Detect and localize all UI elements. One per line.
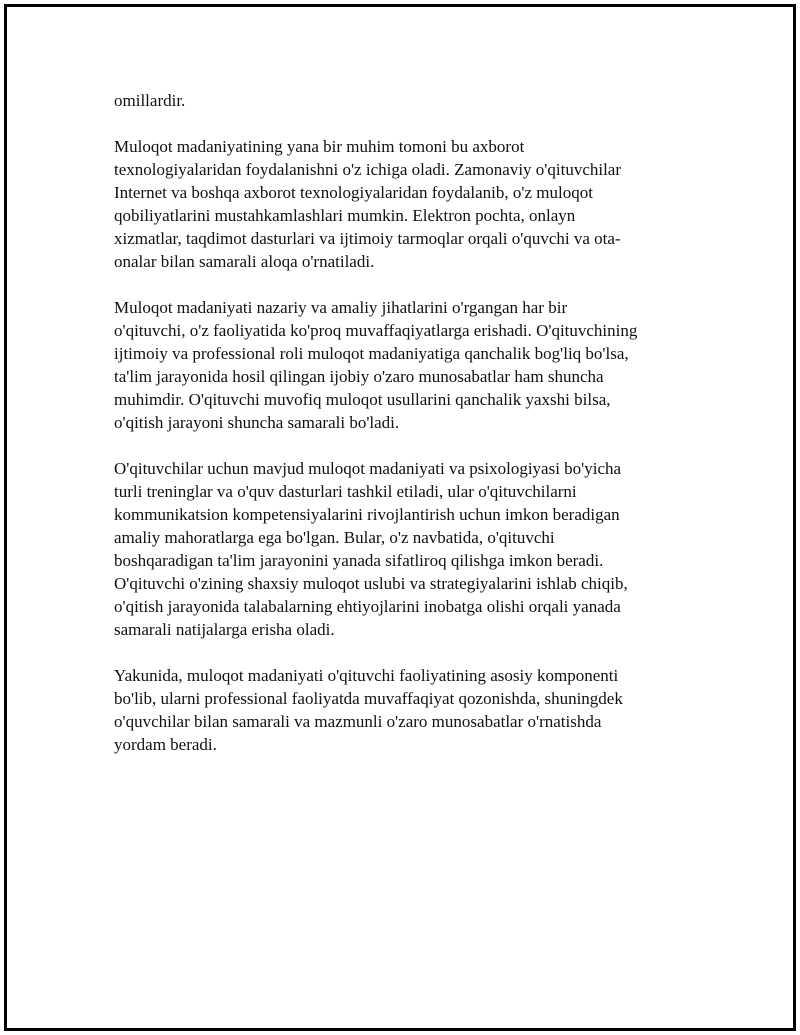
text-line: boshqaradigan ta'lim jarayonini yanada sifatliroq qilishga imkon beradi.	[114, 551, 604, 570]
text-line: samarali natijalarga erisha oladi.	[114, 620, 335, 639]
text-line: O'qituvchilar uchun mavjud muloqot madaniyati va psixologiyasi bo'yicha	[114, 459, 622, 478]
text-line: yordam beradi.	[114, 735, 217, 754]
text-line: Muloqot madaniyatining yana bir muhim tomoni bu axborot	[114, 137, 525, 156]
paragraph-3	[114, 296, 694, 434]
text-line: Yakunida, muloqot madaniyati o'qituvchi faoliyatining asosiy komponenti	[114, 666, 619, 685]
text-line: Internet va boshqa axborot texnologiyalaridan foydalanib, o'z muloqot	[114, 183, 593, 202]
paragraph-5	[114, 664, 694, 756]
text-line: o'quvchilar bilan samarali va mazmunli o'zaro munosabatlar o'rnatishda	[114, 712, 602, 731]
text-line: ta'lim jarayonida hosil qilingan ijobiy o'zaro munosabatlar ham shuncha	[114, 367, 604, 386]
text-line: qobiliyatlarini mustahkamlashlari mumkin. Elektron pochta, onlayn	[114, 206, 576, 225]
text-line: turli treninglar va o'quv dasturlari tashkil etiladi, ular o'qituvchilarni	[114, 482, 577, 501]
text-line: kommunikatsion kompetensiyalarini rivojlantirish uchun imkon beradigan	[114, 505, 620, 524]
text-line: omillardir.	[114, 91, 186, 110]
paragraph-1	[114, 89, 694, 112]
paragraph-2	[114, 135, 694, 273]
text-line: amaliy mahoratlarga ega bo'lgan. Bular, o'z navbatida, o'qituvchi	[114, 528, 555, 547]
document-body	[114, 89, 694, 779]
paragraph-4	[114, 457, 694, 641]
text-line: texnologiyalaridan foydalanishni o'z ichiga oladi. Zamonaviy o'qituvchilar	[114, 160, 622, 179]
text-line: o'qitish jarayoni shuncha samarali bo'ladi.	[114, 413, 400, 432]
text-line: O'qituvchi o'zining shaxsiy muloqot uslubi va strategiyalarini ishlab chiqib,	[114, 574, 628, 593]
text-line: muhimdir. O'qituvchi muvofiq muloqot usullarini qanchalik yaxshi bilsa,	[114, 390, 611, 409]
text-line: o'qituvchi, o'z faoliyatida ko'proq muvaffaqiyatlarga erishadi. O'qituvchining	[114, 321, 638, 340]
text-line: bo'lib, ularni professional faoliyatda muvaffaqiyat qozonishda, shuningdek	[114, 689, 623, 708]
text-line: xizmatlar, taqdimot dasturlari va ijtimoiy tarmoqlar orqali o'quvchi va ota-	[114, 229, 621, 248]
text-line: ijtimoiy va professional roli muloqot madaniyatiga qanchalik bog'liq bo'lsa,	[114, 344, 629, 363]
text-line: o'qitish jarayonida talabalarning ehtiyojlarini inobatga olishi orqali yanada	[114, 597, 621, 616]
text-line: Muloqot madaniyati nazariy va amaliy jihatlarini o'rgangan har bir	[114, 298, 568, 317]
text-line: onalar bilan samarali aloqa o'rnatiladi.	[114, 252, 375, 271]
